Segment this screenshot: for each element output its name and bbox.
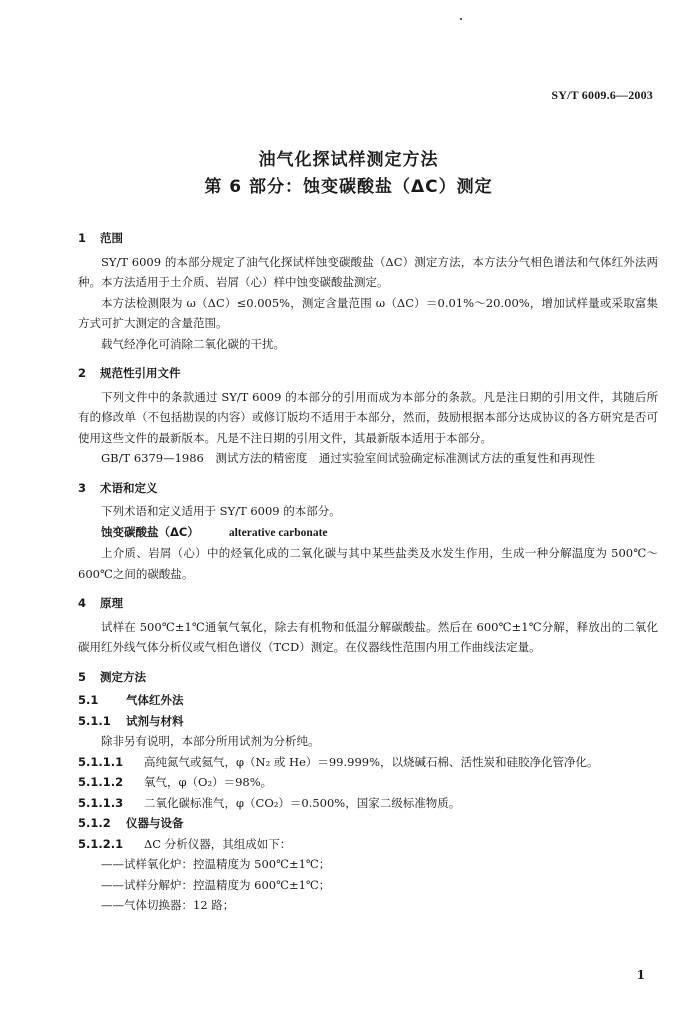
section-title: 范围: [100, 231, 123, 245]
section-heading-1: [78, 228, 658, 249]
document-title: 油气化探试样测定方法: [258, 150, 439, 170]
section-number: 2: [78, 366, 87, 380]
section-heading-4: [78, 593, 658, 614]
scan-speck: [460, 18, 462, 20]
clause-item: [78, 752, 658, 773]
clause-number: 5.1.1.3: [78, 795, 124, 810]
clause-number: 5.1.2.1: [78, 836, 124, 851]
paragraph: 下列文件中的条款通过 SY/T 6009 的本部分的引用而成为本部分的条款。凡是注日期的引用文件，其随后所有的修改单（不包括勘误的内容）或修订版均不适用于本部分，然而，鼓励根据本部分达成协议的各方研究是否可使用这些文件的最新版本。凡是不注日期的引用文件，其最新版本适用于本部分。: [78, 389, 658, 445]
section-title: 测定方法: [100, 669, 146, 684]
section-number: 1: [78, 231, 87, 245]
normative-reference: GB/T 6379—1986 测试方法的精密度 通过实验室间试验确定标准测试方法的重复性和再现性: [101, 451, 595, 465]
list-item: ——试样分解炉：控温精度为 600℃±1℃；: [101, 877, 331, 892]
clause-text: ΔC 分析仪器，其组成如下：: [144, 836, 292, 851]
section-heading-5: [78, 667, 658, 688]
section-number: 4: [78, 596, 87, 610]
clause-text: 高纯氮气或氦气，φ（N₂ 或 He）＝99.999%，以烧碱石棉、活性炭和硅胶净化管净化。: [144, 754, 599, 769]
subsection-title: 试剂与材料: [126, 713, 184, 728]
subsection-heading: [78, 690, 658, 711]
page-number: 1: [636, 968, 645, 982]
section-title: 规范性引用文件: [100, 366, 181, 380]
clause-text: 氧气，φ（O₂）＝98%。: [144, 775, 273, 789]
clause-text: 二氧化碳标准气，φ（CO₂）＝0.500%，国家二级标准物质。: [144, 795, 461, 810]
clause-number: 5.1.1.1: [78, 754, 124, 769]
subsection-title: 仪器与设备: [126, 816, 184, 830]
paragraph: 载气经净化可消除二氧化碳的干扰。: [101, 336, 285, 351]
section-title: 原理: [100, 596, 123, 610]
section-number: 3: [78, 480, 87, 495]
section-heading-2: [78, 363, 658, 384]
list-item: ——试样氧化炉：控温精度为 500℃±1℃；: [101, 857, 331, 871]
subsection-title: 气体红外法: [126, 693, 184, 707]
term-chinese: 蚀变碳酸盐（ΔC）: [101, 524, 199, 539]
subsection-number: 5.1.2: [78, 816, 111, 830]
paragraph: 上介质、岩屑（心）中的烃氧化成的二氧化碳与其中某些盐类及水发生作用，生成一种分解温度为 500℃～600℃之间的碳酸盐。: [78, 546, 658, 581]
subsection-heading: [78, 711, 658, 732]
standard-number: SY/T 6009.6—2003: [551, 88, 653, 102]
term-definition: [78, 522, 658, 544]
clause-item: [78, 834, 658, 855]
subsection-number: 5.1.1: [78, 713, 111, 728]
clause-item: [78, 793, 658, 814]
section-heading-3: [78, 478, 658, 499]
paragraph: 本方法检测限为 ω（ΔC）≤0.005%，测定含量范围 ω（ΔC）＝0.01%～20.00%，增加试样量或采取富集方式可扩大测定的含量范围。: [78, 295, 658, 330]
paragraph: 除非另有说明，本部分所用试剂为分析纯。: [101, 734, 320, 748]
term-english: alterative carbonate: [228, 526, 328, 539]
section-number: 5: [78, 669, 87, 684]
list-item: ——气体切换器：12 路；: [101, 898, 235, 912]
document-body: [78, 228, 658, 916]
paragraph: 试样在 500℃±1℃通氧气氧化，除去有机物和低温分解碳酸盐。然后在 600℃±1℃分解，释放出的二氧化碳用红外线气体分析仪或气相色谱仪（TCD）测定。在仪器线性范围内用工作曲线法定量。: [78, 619, 658, 654]
subsection-number: 5.1: [78, 693, 99, 707]
clause-number: 5.1.1.2: [78, 775, 124, 789]
section-title: 术语和定义: [100, 480, 158, 495]
paragraph: SY/T 6009 的本部分规定了油气化探试样蚀变碳酸盐（ΔC）测定方法，本方法分气相色谱法和气体红外法两种。本方法适用于土介质、岩屑（心）样中蚀变碳酸盐测定。: [78, 254, 658, 289]
clause-item: [78, 772, 658, 793]
subsection-heading: [78, 813, 658, 834]
paragraph: 下列术语和定义适用于 SY/T 6009 的本部分。: [101, 504, 341, 518]
document-subtitle: 第 6 部分：蚀变碳酸盐（ΔC）测定: [204, 177, 493, 197]
